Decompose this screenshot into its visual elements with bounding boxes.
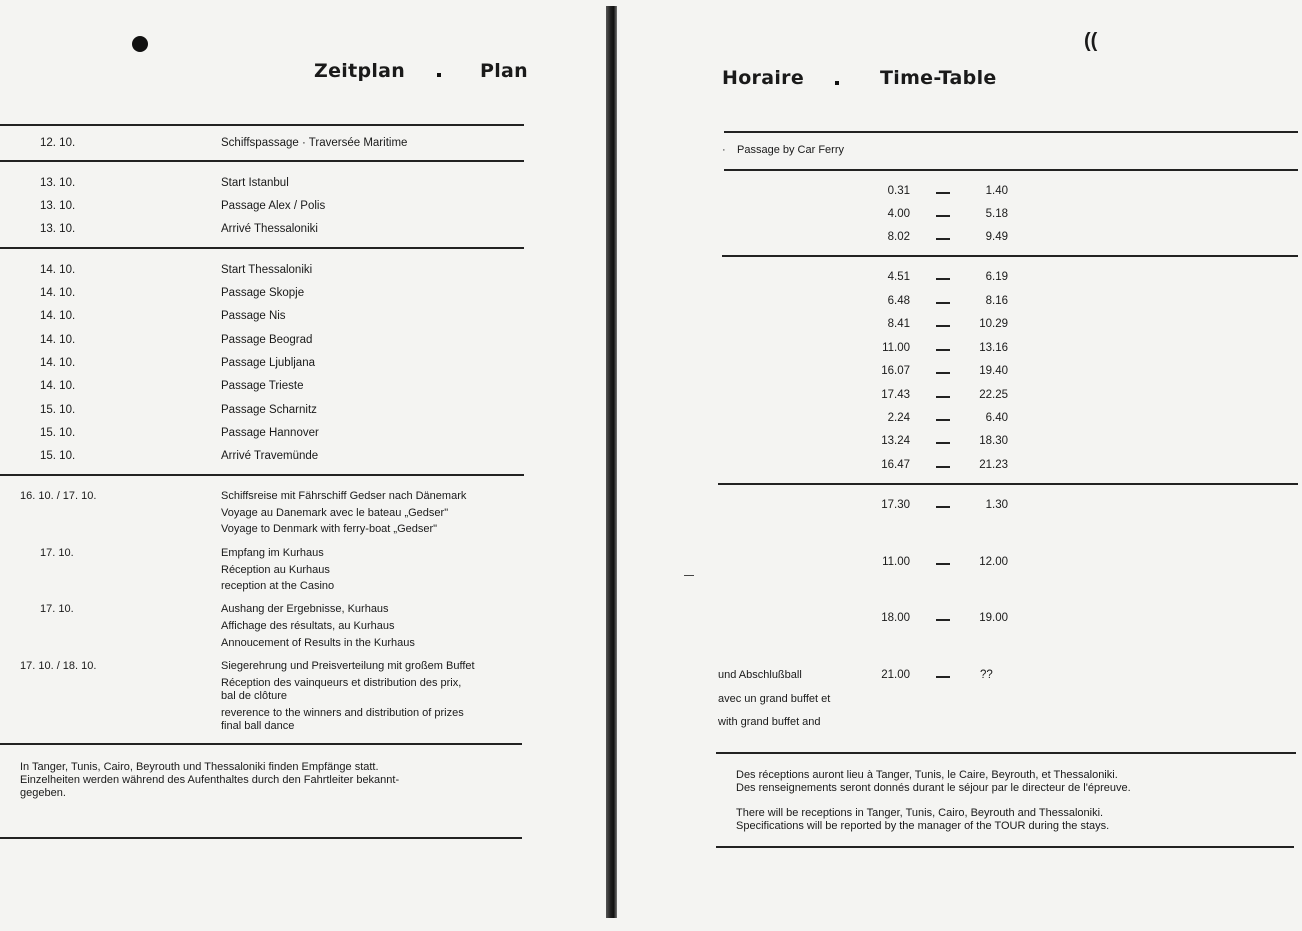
- event: Start Thessaloniki: [221, 264, 313, 276]
- date: 17. 10.: [40, 547, 74, 559]
- arr-time: 1.40: [985, 185, 1008, 197]
- dash: [936, 396, 950, 398]
- event-line: final ball dance: [221, 720, 295, 732]
- event: Passage Beograd: [221, 334, 313, 346]
- arr-time: ??: [980, 669, 993, 681]
- dash: [936, 372, 950, 374]
- date: 14. 10.: [40, 264, 76, 276]
- divider: [0, 837, 522, 839]
- dash: [936, 442, 950, 444]
- date: 12. 10.: [40, 137, 76, 149]
- event-line: Voyage au Danemark avec le bateau „Gedser": [221, 507, 449, 519]
- book-spine: [606, 6, 617, 918]
- date: 13. 10.: [40, 223, 76, 235]
- event: Passage Nis: [221, 310, 286, 322]
- note-line: Des réceptions auront lieu à Tanger, Tunis, le Caire, Beyrouth, et Thessaloniki.: [736, 769, 1118, 781]
- note-line: In Tanger, Tunis, Cairo, Beyrouth und Thessaloniki finden Empfänge statt.: [20, 761, 379, 773]
- date: 14. 10.: [40, 334, 76, 346]
- right-page: [620, 0, 1302, 931]
- date: 14. 10.: [40, 357, 76, 369]
- event-line: Réception au Kurhaus: [221, 564, 330, 576]
- divider: [0, 160, 524, 162]
- dep-time: 4.51: [887, 271, 910, 283]
- dash: [936, 278, 950, 280]
- arr-time: 18.30: [979, 435, 1008, 447]
- arr-time: 6.19: [985, 271, 1008, 283]
- note-line: There will be receptions in Tanger, Tunis, Cairo, Beyrouth and Thessaloniki.: [736, 807, 1104, 819]
- event-line: bal de clôture: [221, 690, 288, 702]
- dash: [936, 302, 950, 304]
- page-mark: ((: [1084, 30, 1098, 52]
- dep-time: 17.30: [881, 499, 910, 511]
- dep-time: 11.00: [882, 342, 910, 354]
- dash: [936, 238, 950, 240]
- event: Start Istanbul: [221, 177, 289, 189]
- date: 15. 10.: [40, 450, 76, 462]
- dep-time: 11.00: [882, 556, 910, 568]
- event: Passage Hannover: [221, 427, 319, 439]
- event: Arrivé Thessaloniki: [221, 223, 318, 235]
- arr-time: 6.40: [985, 412, 1008, 424]
- date: 13. 10.: [40, 177, 76, 189]
- note-line: Des renseignements seront donnés durant le séjour par le directeur de l'épreuve.: [736, 782, 1131, 794]
- dash: [936, 466, 950, 468]
- event-line: Aushang der Ergebnisse, Kurhaus: [221, 603, 389, 615]
- event-line: Empfang im Kurhaus: [221, 547, 324, 559]
- divider: [0, 743, 522, 745]
- arr-time: 19.00: [979, 612, 1008, 624]
- date: 14. 10.: [40, 380, 76, 392]
- dep-time: 4.00: [887, 208, 910, 220]
- event: Passage Trieste: [221, 380, 304, 392]
- arr-time: 9.49: [985, 231, 1008, 243]
- note-line: Specifications will be reported by the manager of the TOUR during the stays.: [736, 820, 1110, 832]
- date: 15. 10.: [40, 427, 76, 439]
- event: Schiffspassage · Traversée Maritime: [221, 137, 408, 149]
- dep-time: 0.31: [887, 185, 910, 197]
- dash: [936, 563, 950, 565]
- dep-time: 2.24: [887, 412, 910, 424]
- dep-time: 18.00: [881, 612, 910, 624]
- date: 16. 10. / 17. 10.: [20, 490, 97, 502]
- divider: [724, 169, 1298, 171]
- arr-time: 10.29: [979, 318, 1008, 330]
- arr-time: 21.23: [979, 459, 1008, 471]
- event-line: Annoucement of Results in the Kurhaus: [221, 637, 415, 649]
- dash: [936, 325, 950, 327]
- arr-time: 8.16: [985, 295, 1008, 307]
- event: Passage Alex / Polis: [221, 200, 326, 212]
- dep-time: 8.02: [887, 231, 910, 243]
- title-separator-dot: [835, 81, 839, 85]
- event-line: Schiffsreise mit Fährschiff Gedser nach Dänemark: [221, 490, 467, 502]
- date: 13. 10.: [40, 200, 76, 212]
- arr-time: 1.30: [985, 499, 1008, 511]
- event: Passage Skopje: [221, 287, 305, 299]
- divider: [0, 124, 524, 126]
- divider: [0, 247, 524, 249]
- ball-line: und Abschlußball: [718, 669, 802, 681]
- dash: [936, 192, 950, 194]
- title-separator-dot: [437, 73, 441, 77]
- arr-time: 22.25: [979, 389, 1008, 401]
- event: Arrivé Travemünde: [221, 450, 319, 462]
- arr-time: 5.18: [985, 208, 1008, 220]
- event-line: Siegerehrung und Preisverteilung mit großem Buffet: [221, 660, 475, 672]
- title-horaire: Horaire: [722, 67, 805, 89]
- event-line: reverence to the winners and distribution of prizes: [221, 707, 464, 719]
- divider: [724, 131, 1298, 133]
- note-line: Einzelheiten werden während des Aufenthaltes durch den Fahrtleiter bekannt-: [20, 774, 400, 786]
- dep-time: 13.24: [881, 435, 910, 447]
- margin-tick: [684, 575, 694, 576]
- event-line: reception at the Casino: [221, 580, 335, 592]
- event: Passage Ljubljana: [221, 357, 315, 369]
- dep-time: 17.43: [881, 389, 910, 401]
- dep-time: 21.00: [881, 669, 910, 681]
- event-line: Voyage to Denmark with ferry-boat „Gedser": [221, 523, 438, 535]
- date: 17. 10. / 18. 10.: [20, 660, 97, 672]
- event-line: Affichage des résultats, au Kurhaus: [221, 620, 395, 632]
- dash: [936, 506, 950, 508]
- dash: [936, 349, 950, 351]
- dash: [936, 215, 950, 217]
- divider: [0, 474, 524, 476]
- dash: [936, 619, 950, 621]
- bullet: ·: [722, 144, 726, 156]
- dep-time: 16.07: [881, 365, 910, 377]
- dash: [936, 676, 950, 678]
- dash: [936, 419, 950, 421]
- dep-time: 8.41: [887, 318, 910, 330]
- divider: [718, 483, 1298, 485]
- event: Passage Scharnitz: [221, 404, 317, 416]
- title-zeitplan: Zeitplan: [314, 60, 406, 82]
- dep-time: 6.48: [887, 295, 910, 307]
- dep-time: 16.47: [881, 459, 910, 471]
- date: 17. 10.: [40, 603, 74, 615]
- divider: [722, 255, 1298, 257]
- date: 14. 10.: [40, 310, 76, 322]
- punch-hole: [132, 36, 148, 52]
- divider: [716, 752, 1296, 754]
- arr-time: 13.16: [979, 342, 1008, 354]
- note-line: gegeben.: [20, 787, 66, 799]
- date: 14. 10.: [40, 287, 76, 299]
- arr-time: 12.00: [979, 556, 1008, 568]
- title-time-table: Time-Table: [880, 67, 997, 89]
- ball-line: with grand buffet and: [718, 716, 821, 728]
- left-page: [0, 0, 605, 931]
- date: 15. 10.: [40, 404, 76, 416]
- title-plan: Plan: [480, 60, 528, 82]
- arr-time: 19.40: [979, 365, 1008, 377]
- ferry-label: Passage by Car Ferry: [737, 144, 844, 156]
- ball-line: avec un grand buffet et: [718, 693, 831, 705]
- event-line: Réception des vainqueurs et distribution des prix,: [221, 677, 462, 689]
- divider: [716, 846, 1294, 848]
